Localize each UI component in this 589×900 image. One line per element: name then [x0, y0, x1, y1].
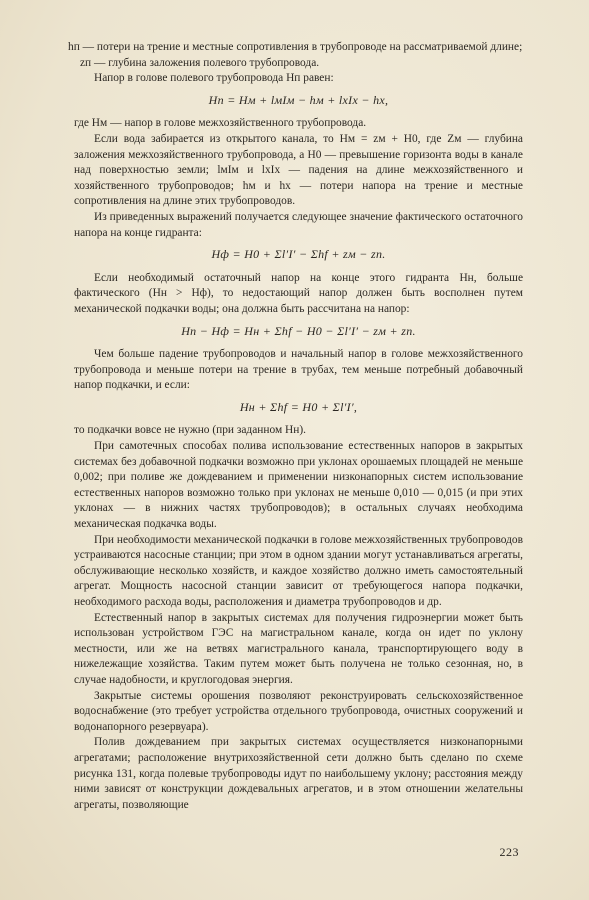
page-text	[68, 40, 523, 813]
paragraph-no-pump: то подкачки вовсе не нужно (при заданном Hн).	[74, 424, 306, 437]
paragraph-pump-required: Если необходимый остаточный напор на конце этого гидранта Hн, больше фактического (Hн > Hф), то недостающий напор должен быть восполнен путем механической подкачки воды; она должна быть рассчитана на напор:	[74, 271, 523, 315]
paragraph-where: где Hм — напор в голове межхозяйственного трубопровода.	[74, 117, 367, 130]
formula-actual-pressure: Hф = H0 + Σl′I′ − Σhf + zм − zп.	[211, 247, 386, 262]
paragraph-head-pressure: Напор в голове полевого трубопровода Hп равен:	[94, 72, 334, 85]
formula-pump-head: Hп − Hф = Hн + Σhf − H0 − Σl′I′ − zм + zп.	[181, 323, 416, 338]
formula-field-pipe-pressure: Hп = Hм + lмIм − hм + lхIх − hх,	[208, 92, 389, 107]
paragraph-sprinkling: Полив дождеванием при закрытых системах осуществляется низконапорными агрегатами; расположение внутрихозяйственной сети должно быть сделано по схеме рисунка 131, когда полевые трубопроводы идут по наибольшему уклону; расстояния между ними зависят от конструкции дождевальных агрегатов, и в этом отношении желательны агрегаты, позволяющие	[74, 736, 523, 811]
definition-hp: hп — потери на трение и местные сопротивления в трубопроводе на рассматриваемой длине;	[68, 41, 523, 53]
page-number: 223	[499, 845, 519, 859]
paragraph-water-supply: Закрытые системы орошения позволяют реконструировать сельскохозяйственное водоснабжение (это требует устройства отдельного трубопровода, очистных сооружений и водонапорного резервуара).	[74, 689, 523, 733]
paragraph-open-channel: Если вода забирается из открытого канала, то Hм = zм + H0, где Zм — глубина заложения межхозяйственного трубопровода, а H0 — превышение горизонта воды в канале над поверхностью земли; lмIм и lхIх — падения на длине межхозяйственного и хозяйственного трубопроводов; hм и hх — потери напора на трение и местные сопротивления на длине этих трубопроводов.	[74, 132, 523, 208]
paragraph-hydropower: Естественный напор в закрытых системах для получения гидроэнергии может быть использован устройством ГЭС на магистральном канале, когда он идет по уклону местности, или же на ветвях магистрального канала, транспортирующего воду в нижележащие хозяйства. Таким путем может быть получена не только сезонная, но, в случае надобности, и круглогодовая энергия.	[74, 611, 523, 686]
paragraph-gravity: При самотечных способах полива использование естественных напоров в закрытых системах без добавочной подкачки возможно при уклонах орошаемых площадей не меньше 0,002; при поливе же дождеванием и применении низконапорных систем использование естественных напоров возможно только при уклонах не меньше 0,010 — 0,015 (и при этих уклонах — в нижних частях трубопроводов); в остальных случаях необходима механическая подкачка воды.	[74, 440, 523, 531]
paragraph-less-pumping: Чем больше падение трубопроводов и начальный напор в голове межхозяйственного трубопровода и меньше потери на трение в трубах, тем меньше потребный добавочный напор подкачки, и если:	[74, 348, 523, 392]
paragraph-derived: Из приведенных выражений получается следующее значение фактического остаточного напора на конце гидранта:	[74, 210, 523, 239]
formula-no-pump: Hн + Σhf = H0 + Σl′I′,	[239, 399, 358, 414]
paragraph-pump-stations: При необходимости механической подкачки в голове межхозяйственных трубопроводов устраиваются насосные станции; при этом в одном здании могут устанавливаться агрегаты, обслуживающие несколько хозяйств, и каждое хозяйство должно иметь самостоятельный агрегат. Мощность насосной станции зависит от требующегося напора подкачки, необходимого расхода воды, расположения и диаметра трубопроводов и др.	[74, 533, 523, 608]
definition-zp: zп — глубина заложения полевого трубопровода.	[80, 56, 320, 69]
